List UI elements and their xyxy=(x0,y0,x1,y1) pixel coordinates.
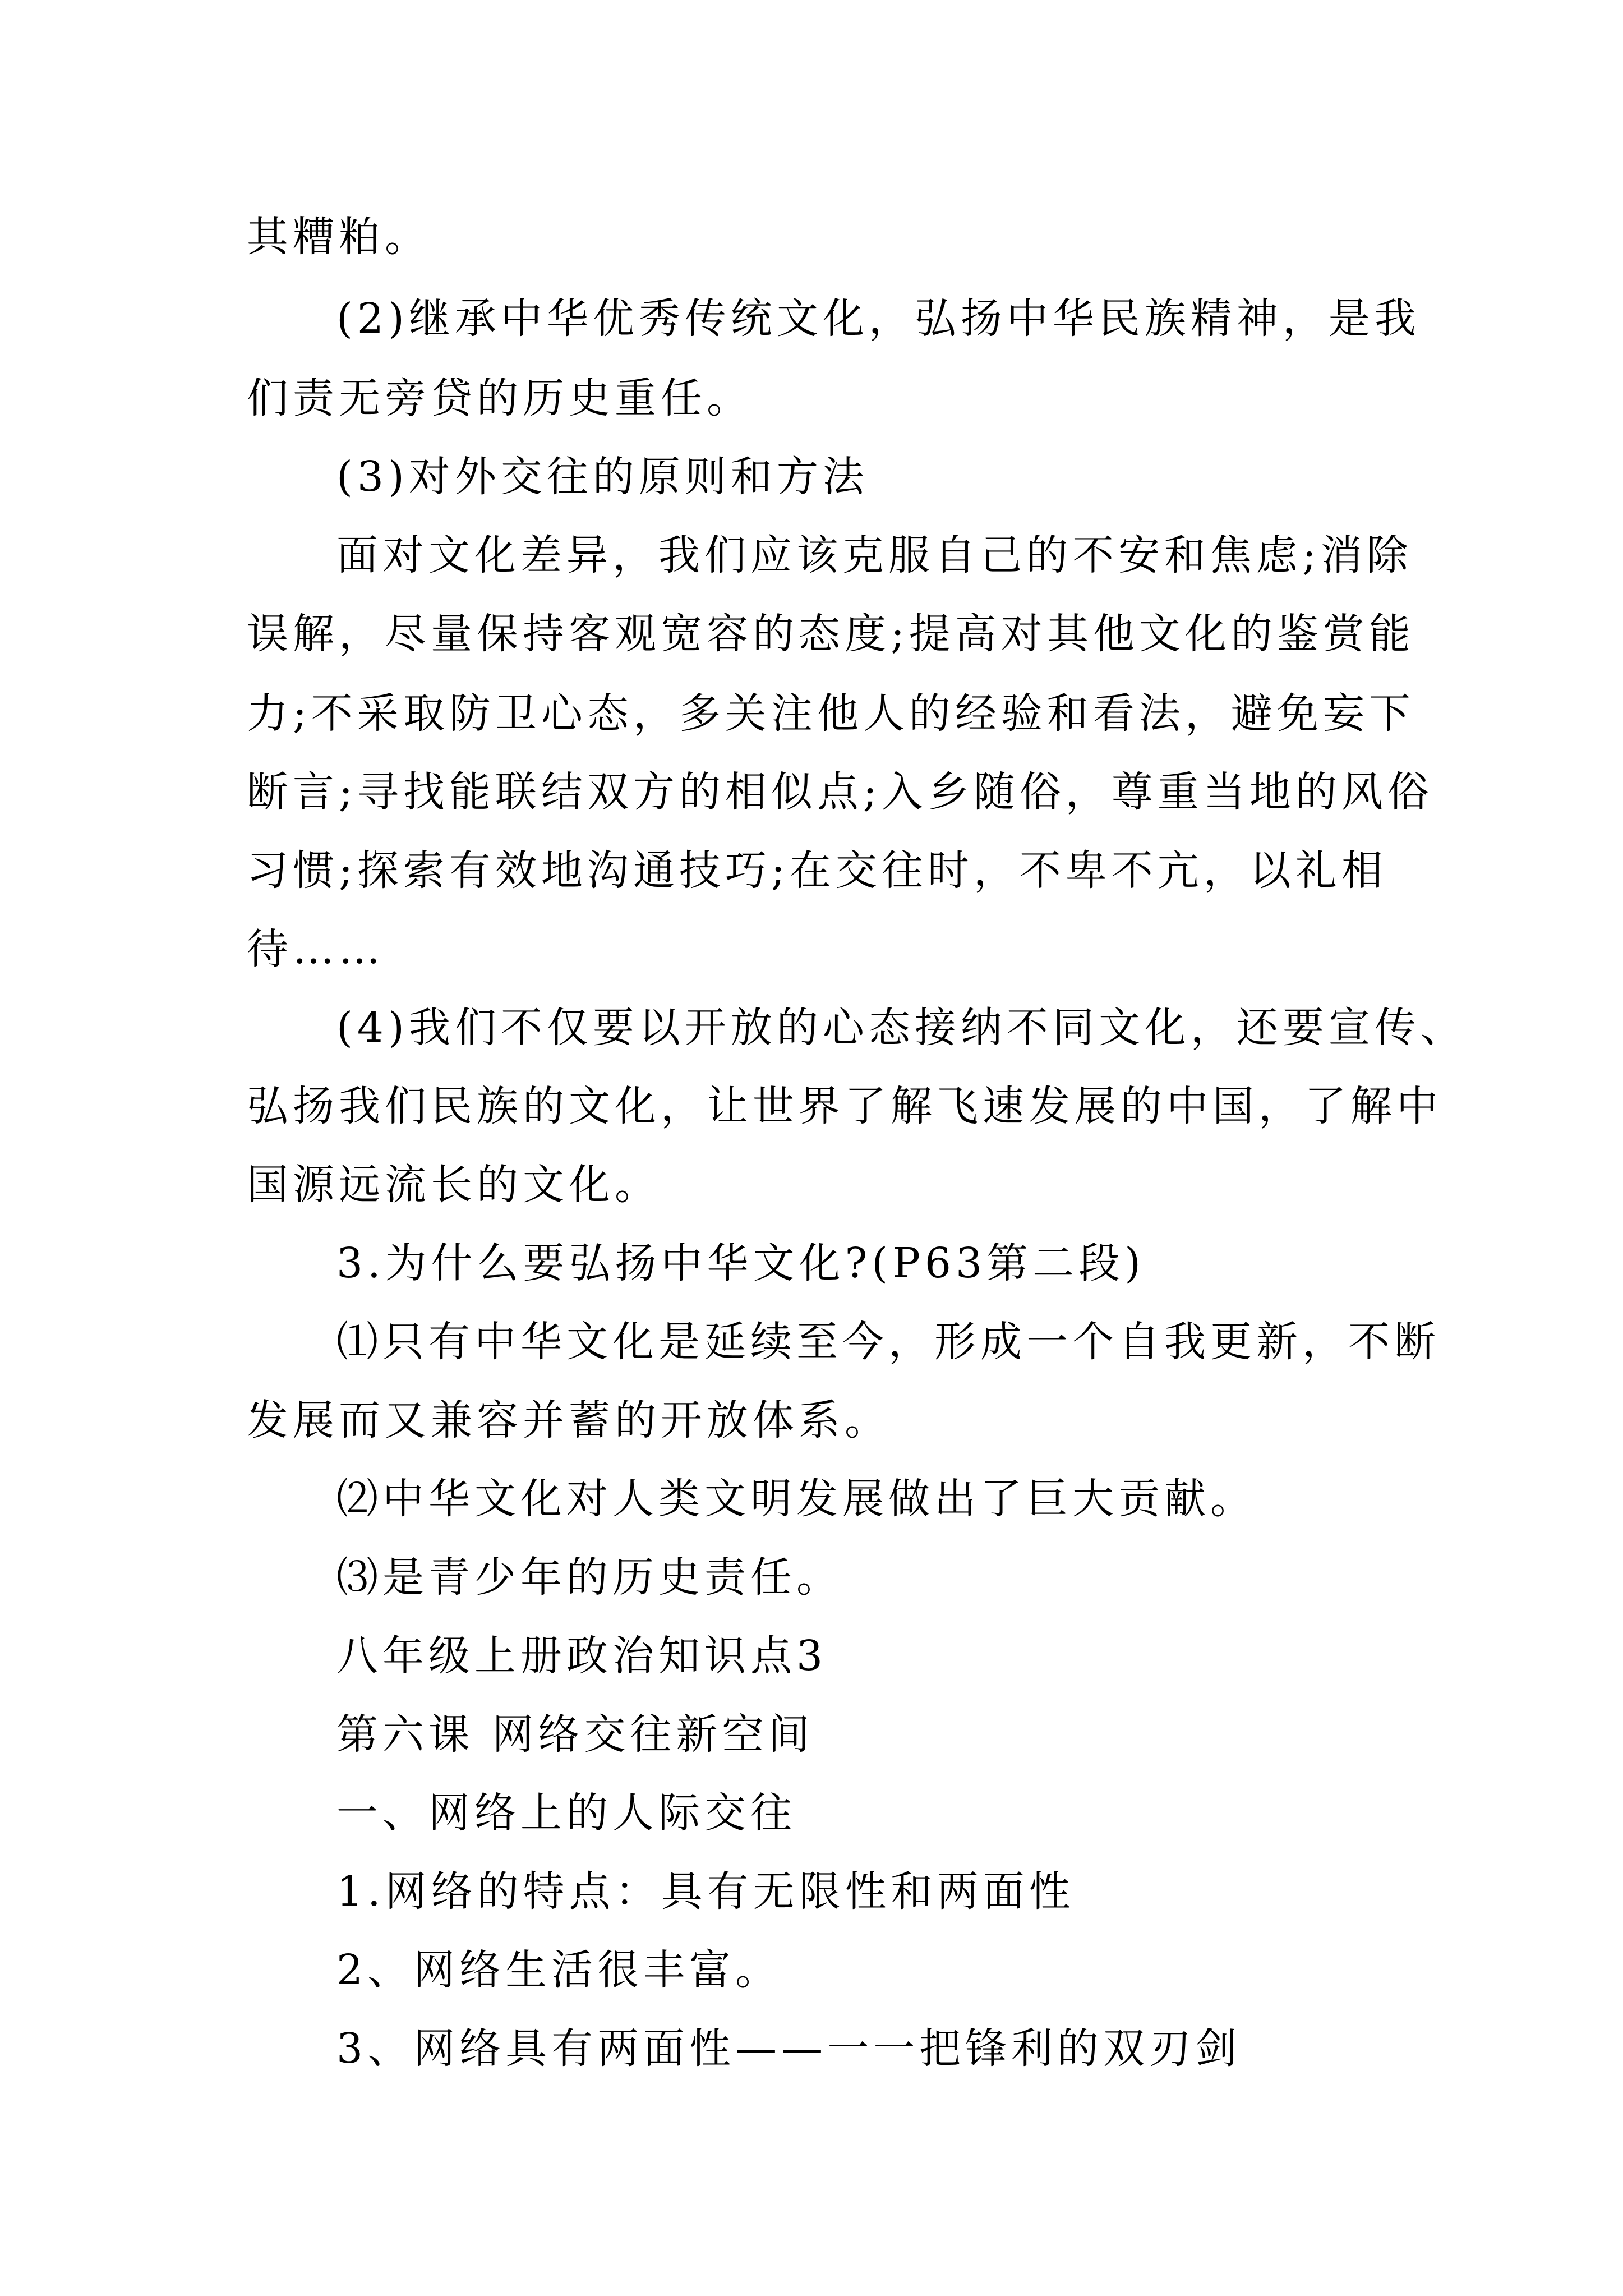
text-line-7: 力;不采取防卫心态，多关注他人的经验和看法，避免妄下 xyxy=(247,689,1415,738)
text-line-9: 习惯;探索有效地沟通技巧;在交往时，不卑不亢，以礼相 xyxy=(247,846,1387,895)
text-line-19: 八年级上册政治知识点3 xyxy=(336,1632,828,1680)
text-line-3: 们责无旁贷的历史重任。 xyxy=(247,374,753,422)
text-line-17: ⑵中华文化对人类文明发展做出了巨大贡献。 xyxy=(336,1475,1256,1523)
text-line-23: 2、网络生活很丰富。 xyxy=(336,1946,782,1994)
text-line-18: ⑶是青少年的历史责任。 xyxy=(336,1553,842,1602)
text-line-21: 一、网络上的人际交往 xyxy=(336,1789,796,1837)
text-line-15: ⑴只有中华文化是延续至今，形成一个自我更新，不断 xyxy=(336,1318,1440,1366)
text-line-22: 1.网络的特点：具有无限性和两面性 xyxy=(336,1867,1075,1916)
text-line-13: 国源远流长的文化。 xyxy=(247,1161,661,1209)
text-line-5: 面对文化差异，我们应该克服自己的不安和焦虑;消除 xyxy=(336,531,1413,579)
text-line-1: 其糟粕。 xyxy=(247,213,431,261)
text-line-8: 断言;寻找能联结双方的相似点;入乡随俗，尊重当地的风俗 xyxy=(247,768,1433,816)
text-line-24: 3、网络具有两面性——一一把锋利的双刃剑 xyxy=(336,2024,1242,2073)
text-line-6: 误解，尽量保持客观宽容的态度;提高对其他文化的鉴赏能 xyxy=(247,610,1415,658)
text-line-16: 发展而又兼容并蓄的开放体系。 xyxy=(247,1396,891,1444)
text-line-11: (4)我们不仅要以开放的心态接纳不同文化，还要宣传、 xyxy=(336,1004,1467,1052)
text-line-12: 弘扬我们民族的文化，让世界了解飞速发展的中国，了解中 xyxy=(247,1082,1442,1130)
text-line-4: (3)对外交往的原则和方法 xyxy=(336,453,869,501)
text-line-20: 第六课 网络交往新空间 xyxy=(336,1710,814,1759)
text-line-2: (2)继承中华优秀传统文化，弘扬中华民族精神，是我 xyxy=(336,295,1421,343)
text-line-10: 待…… xyxy=(247,925,385,973)
text-line-14: 3.为什么要弘扬中华文化?(P63第二段) xyxy=(336,1239,1145,1287)
